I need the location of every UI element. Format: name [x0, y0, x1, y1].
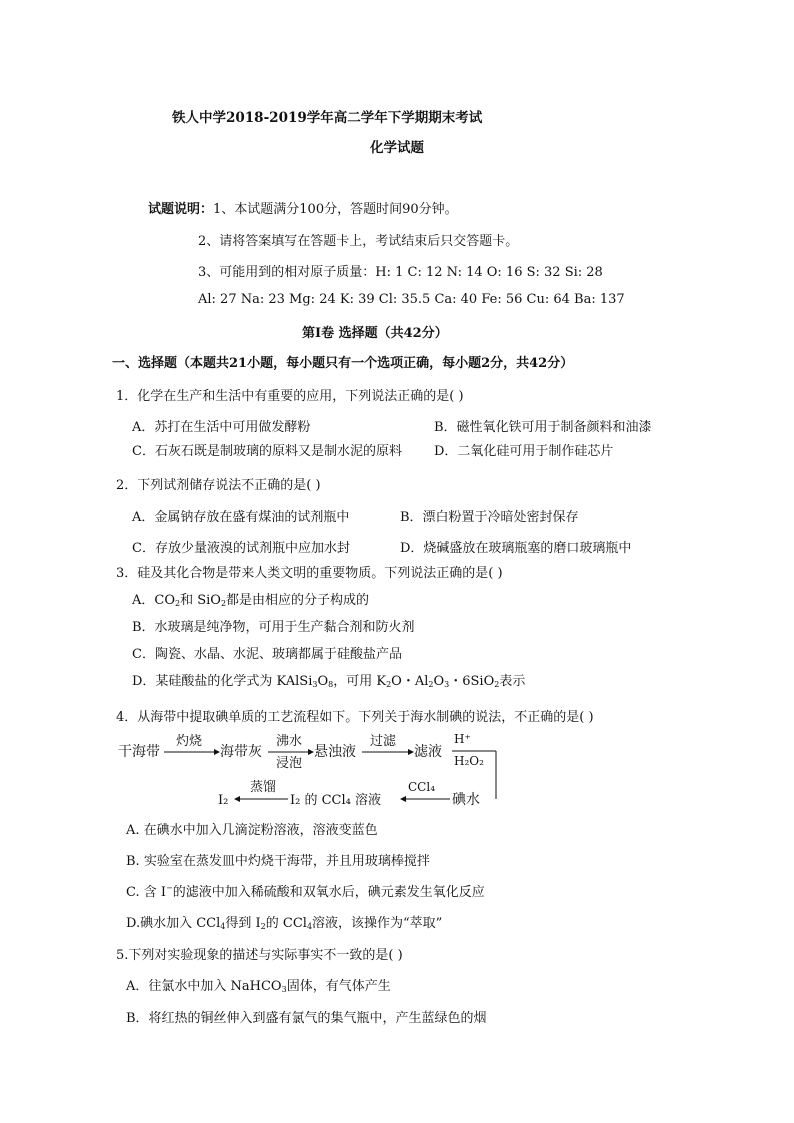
q5-a-text: 固体，有气体产生: [286, 979, 391, 994]
flow-reagent-h2o2: H₂O₂: [454, 754, 484, 768]
q3-d-sub: 3: [444, 680, 450, 689]
flow-node-suspension: 悬浊液: [314, 744, 356, 760]
q3-option-d: [132, 670, 525, 689]
part-title: 一、选择题（本题共21小题，每小题只有一个选项正确，每小题2分，共42分）: [112, 356, 574, 371]
flow-edge-ccl4: CCl₄: [408, 780, 436, 794]
q2-option-c: C．存放少量液溴的试剂瓶中应加水封: [132, 541, 350, 556]
q2-option-d: D．烧碱盛放在玻璃瓶塞的磨口玻璃瓶中: [400, 541, 632, 556]
q3-d-sub: 2: [386, 680, 392, 689]
q4-c-text: C. 含 I: [126, 885, 167, 900]
flow-edge-burn: 灼烧: [176, 734, 203, 749]
q3-d-text: 表示: [499, 674, 526, 689]
q3-option-a: [132, 589, 369, 608]
flow-node-dried-kelp: 干海带: [118, 744, 160, 760]
flow-arrowhead-6: [234, 796, 240, 802]
q1-option-c: C．石灰石既是制玻璃的原料又是制水泥的原料: [132, 444, 402, 459]
q3-stem: 3．硅及其化合物是带来人类文明的重要物质。下列说法正确的是( ): [116, 566, 503, 581]
q4-d-sub: 4: [220, 922, 226, 931]
q1-option-d: D．二氧化硅可用于制作硅芯片: [434, 444, 614, 459]
flow-edge-distill: 蒸馏: [250, 780, 277, 795]
q4-option-c: [126, 881, 485, 900]
q3-d-sub: 2: [428, 680, 434, 689]
q2-option-b: B．漂白粉置于冷暗处密封保存: [400, 510, 579, 525]
q3-a-text: 和 SiO: [180, 593, 221, 608]
q3-d-sub: 3: [312, 680, 318, 689]
flow-node-iodine-water: 碘水: [452, 792, 480, 808]
q4-d-text: D.碘水加入 CCl: [126, 916, 221, 931]
school-title: 铁人中学2018-2019学年高二学年下学期期末考试: [172, 110, 483, 126]
q3-a-sub: 2: [175, 599, 181, 608]
flow-reagent-h-plus: H⁺: [454, 732, 471, 746]
q5-a-sub: 3: [281, 985, 287, 994]
flow-edge-filter: 过滤: [370, 734, 397, 749]
q4-d-text: 的 CCl: [265, 916, 307, 931]
subject-title: 化学试题: [370, 140, 424, 156]
q2-option-a: A．金属钠存放在盛有煤油的试剂瓶中: [132, 510, 350, 525]
q3-a-sub: 2: [220, 599, 227, 608]
instructions-label: 试题说明：: [148, 202, 214, 217]
q4-option-d: [126, 912, 442, 931]
q3-d-text: ・6SiO: [449, 674, 495, 689]
flow-node-kelp-ash: 海带灰: [220, 744, 262, 760]
flow-arrowhead-5: [400, 796, 406, 802]
q3-d-sub: 8: [328, 680, 334, 689]
section-title: 第Ⅰ卷 选择题（共42分）: [302, 326, 448, 341]
instructions-line2: 2、请将答案填写在答题卡上，考试结束后只交答题卡。: [198, 234, 519, 249]
q3-option-b: B．水玻璃是纯净物，可用于生产黏合剂和防火剂: [132, 620, 415, 635]
instructions-line3: 3、可能用到的相对原子质量：H: 1 C: 12 N: 14 O: 16 S: 32 Si: 28: [198, 265, 603, 280]
q4-d-sub: 2: [260, 922, 266, 931]
q1-option-a: A．苏打在生活中可用做发酵粉: [132, 420, 311, 435]
iodine-process-flowchart: [118, 727, 508, 812]
flow-node-i2-ccl4-solution: I₂ 的 CCl₄ 溶液: [290, 793, 382, 808]
q3-a-text: A．CO: [132, 593, 175, 608]
q5-a-text: A．往氯水中加入 NaHCO: [126, 979, 282, 994]
q5-option-b: B．将红热的铜丝伸入到盛有氯气的集气瓶中，产生蓝绿色的烟: [126, 1011, 487, 1026]
q1-stem: 1．化学在生产和生活中有重要的应用，下列说法正确的是( ): [116, 389, 464, 404]
q3-d-text: ，可用 K: [333, 674, 387, 689]
q3-option-c: C．陶瓷、水晶、水泥、玻璃都属于硅酸盐产品: [132, 647, 402, 662]
flow-edge-soak: 浸泡: [276, 756, 303, 771]
q4-c-sup: −: [166, 883, 173, 893]
instructions-text1: 1、本试题满分100分，答题时间90分钟。: [213, 202, 458, 217]
q3-d-sub: 2: [494, 680, 500, 689]
q3-a-text: 都是由相应的分子构成的: [226, 593, 370, 608]
q3-d-text: O: [317, 674, 329, 689]
instructions-line4: Al: 27 Na: 23 Mg: 24 K: 39 Cl: 35.5 Ca: 40 Fe: 56 Cu: 64 Ba: 137: [198, 292, 625, 307]
q4-stem: 4．从海带中提取碘单质的工艺流程如下。下列关于海水制碘的说法，不正确的是( ): [116, 710, 594, 725]
flow-node-i2: I₂: [218, 793, 229, 808]
instructions-line1: [148, 198, 458, 217]
flow-edge-boil: 沸水: [276, 734, 303, 749]
q4-d-text: 得到 I: [225, 916, 261, 931]
q1-option-b: B．磁性氧化铁可用于制备颜料和油漆: [434, 420, 652, 435]
q4-d-sub: 4: [306, 922, 313, 931]
q3-d-text: O・Al: [391, 674, 429, 689]
flow-node-filtrate: 滤液: [414, 744, 442, 760]
q2-stem: 2．下列试剂储存说法不正确的是( ): [116, 478, 321, 493]
q5-option-a: [126, 975, 391, 994]
q4-option-b: B. 实验室在蒸发皿中灼烧干海带，并且用玻璃棒搅拌: [126, 854, 430, 869]
q4-c-text: 的滤液中加入稀硫酸和双氧水后，碘元素发生氧化反应: [172, 885, 485, 900]
q4-option-a: A. 在碘水中加入几滴淀粉溶液，溶液变蓝色: [126, 823, 378, 838]
q3-d-text: O: [433, 674, 445, 689]
q5-stem: 5.下列对实验现象的描述与实际事实不一致的是( ): [116, 948, 403, 963]
q3-d-text: D．某硅酸盐的化学式为 KAlSi: [132, 674, 313, 689]
q4-d-text: 溶液，该操作为“萃取”: [312, 916, 443, 931]
